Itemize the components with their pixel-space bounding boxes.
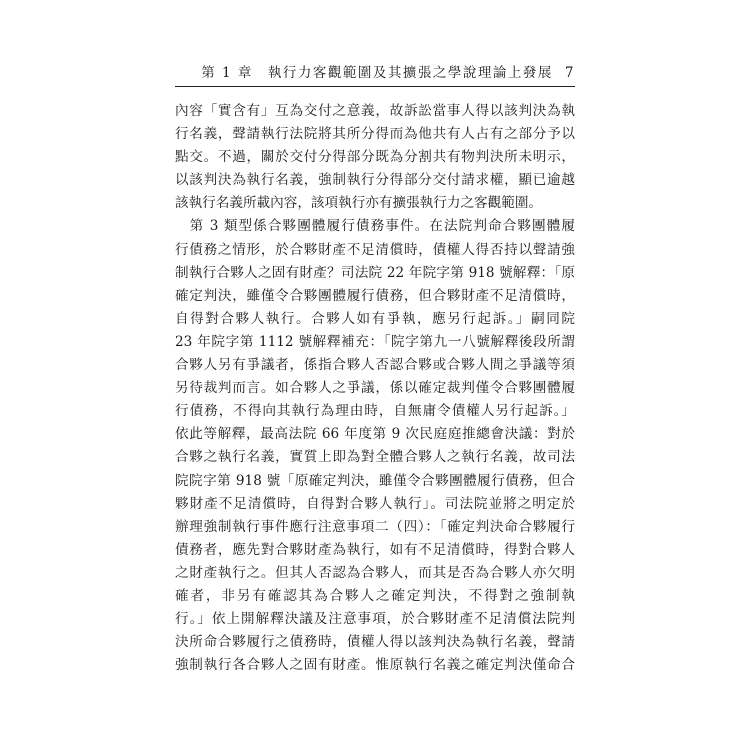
body-text <box>175 100 575 677</box>
text-line: 另待裁判而言。如合夥人之爭議，係以確定裁判僅令合夥團體履 <box>175 380 575 397</box>
text-line: 之財產執行之。但其人否認為合夥人，而其是否為合夥人亦欠明 <box>175 564 575 581</box>
text-line: 內容「實含有」互為交付之意義，故訴訟當事人得以該判決為執 <box>175 103 575 119</box>
text-line: 第 3 類型係合夥團體履行債務事件。在法院判命合夥團體履 <box>175 218 575 235</box>
text-line: 該執行名義所載內容，該項執行亦有擴張執行力之客觀範圍。 <box>175 195 543 212</box>
header-rule <box>175 86 575 87</box>
text-line: 行。」依上開解釋決議及注意事項，於合夥財產不足清償法院判 <box>175 611 575 628</box>
text-line: 辦理強制執行事件應行注意事項二（四）：「確定判決命合夥履行 <box>175 518 575 535</box>
text-line: 夥財產不足清償時，自得對合夥人執行」。司法院並將之明定於 <box>175 495 575 512</box>
text-line: 行名義，聲請執行法院將其所分得而為他共有人占有之部分予以 <box>175 126 575 143</box>
text-line: 行債務，不得向其執行為理由時，自無庸令債權人另行起訴。」 <box>175 403 575 420</box>
text-line: 確定判決，雖僅令合夥團體履行債務，但合夥財產不足清償時， <box>175 287 575 304</box>
text-line: 依此等解釋，最高法院 66 年度第 9 次民庭庭推總會決議：對於 <box>175 426 575 443</box>
text-line: 決所命合夥履行之債務時，債權人得以該判決為執行名義，聲請 <box>175 634 575 651</box>
text-line: 點交。不過，關於交付分得部分既為分割共有物判決所未明示， <box>175 149 575 166</box>
text-line: 院院字第 918 號「原確定判決，雖僅令合夥團體履行債務，但合 <box>175 472 575 489</box>
running-header <box>175 62 575 84</box>
text-line: 23 年院字第 1112 號解釋補充：「院字第九一八號解釋後段所謂 <box>175 333 575 350</box>
text-line: 行債務之情形，於合夥財產不足清償時，債權人得否持以聲請強 <box>175 241 575 258</box>
text-line: 合夥之執行名義，實質上即為對全體合夥人之執行名義，故司法 <box>175 449 575 466</box>
text-line: 合夥人另有爭議者，係指合夥人否認合夥或合夥人間之爭議等須 <box>175 357 575 374</box>
text-line: 以該判決為執行名義，強制執行分得部分交付請求權，顯已逾越 <box>175 172 575 189</box>
page-number: 7 <box>564 65 575 81</box>
chapter-title: 第 1 章 執行力客觀範圍及其擴張之學說理論上發展 <box>201 65 553 81</box>
text-line: 債務者，應先對合夥財產為執行，如有不足清償時，得對合夥人 <box>175 541 575 558</box>
text-line: 確者，非另有確認其為合夥人之確定判決，不得對之強制執 <box>175 587 575 604</box>
text-line: 制執行合夥人之固有財產？司法院 22 年院字第 918 號解釋：「原 <box>175 264 575 281</box>
text-line: 自得對合夥人執行。合夥人如有爭執，應另行起訴。」嗣同院 <box>175 310 575 327</box>
text-line: 強制執行各合夥人之固有財產。惟原執行名義之確定判決僅命合 <box>175 657 575 674</box>
